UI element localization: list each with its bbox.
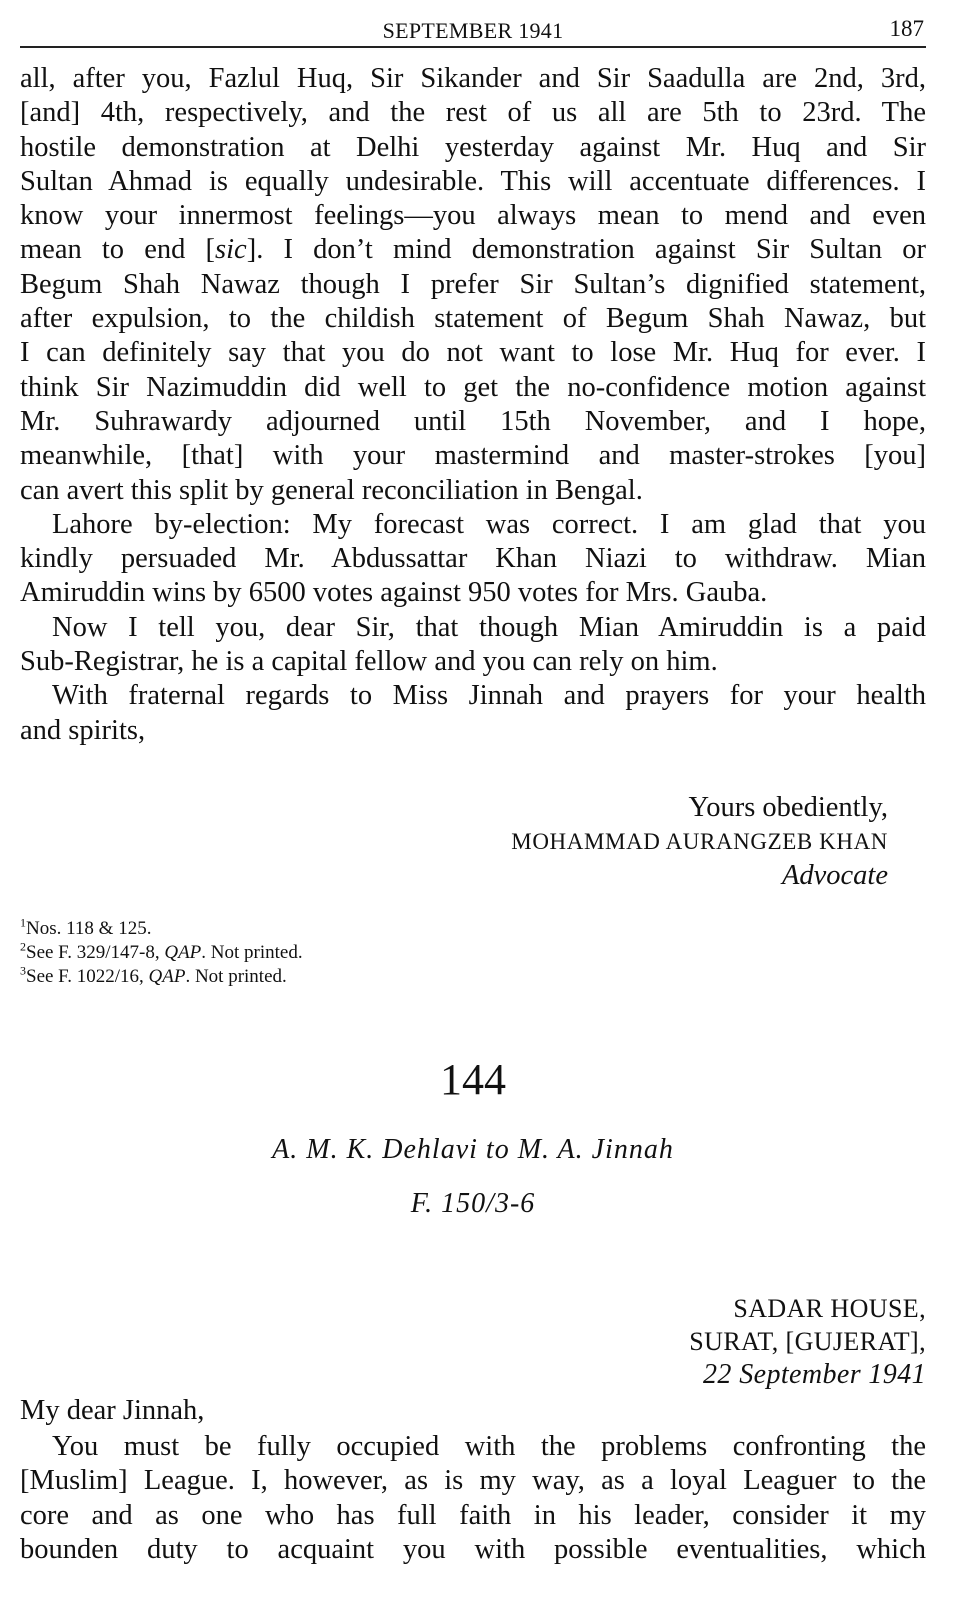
footnote-abbrev: QAP [148, 966, 186, 987]
text-line: think Sir Nazimuddin did well to get the no-confidence motion against [20, 371, 926, 403]
text-line: bounden duty to acquaint you with possible eventualities, which [20, 1533, 926, 1565]
text-line: With fraternal regards to Miss Jinnah and prayers for your health [52, 680, 926, 712]
complimentary-close: Yours obediently, [688, 792, 888, 823]
text-line: You must be fully occupied with the problems confronting the [52, 1431, 926, 1462]
text-line: Sub-Registrar, he is a capital fellow and you can rely on him. [20, 646, 718, 678]
text-line: meanwhile, [that] with your mastermind and master-strokes [you] [20, 440, 926, 472]
text-line [20, 233, 926, 267]
footnote-text: . Not printed. [185, 966, 287, 987]
footnotes [20, 917, 620, 989]
text-line: can avert this split by general reconciliation in Bengal. [20, 474, 643, 506]
text-line: Mr. Suhrawardy adjourned until 15th November, and I hope, [20, 405, 926, 437]
footnote [20, 917, 620, 941]
footnote [20, 965, 620, 989]
text-line: Begum Shah Nawaz though I prefer Sir Sultan’s dignified statement, [20, 268, 926, 300]
footnote-mark: 1 [20, 915, 26, 930]
text-line: all, after you, Fazlul Huq, Sir Sikander and Sir Saadulla are 2nd, 3rd, [20, 63, 926, 94]
address-line: SURAT, [GUJERAT], [689, 1327, 926, 1356]
letter-date: 22 September 1941 [703, 1359, 926, 1390]
footnote-text: Nos. 118 & 125. [26, 918, 152, 939]
text-line: [Muslim] League. I, however, as is my way, as a loyal Leaguer to the [20, 1465, 926, 1497]
designation: Advocate [781, 860, 888, 891]
document-title: A. M. K. Dehlavi to M. A. Jinnah [272, 1134, 674, 1165]
text-line: know your innermost feelings—you always mean to mend and even [20, 200, 926, 232]
footnote-text: See F. 329/147-8, [26, 942, 165, 963]
document-reference: F. 150/3-6 [410, 1188, 536, 1219]
text-line: [and] 4th, respectively, and the rest of us all are 5th to 23rd. The [20, 97, 926, 129]
text-line: Sultan Ahmad is equally undesirable. This will accentuate differences. I [20, 165, 926, 197]
footnote [20, 941, 620, 965]
footnote-text: . Not printed. [201, 942, 303, 963]
text-line: and spirits, [20, 714, 146, 746]
text-segment: ]. I don’t mind demonstration against Sir Sultan or [246, 234, 926, 266]
text-line: hostile demonstration at Delhi yesterday against Mr. Huq and Sir [20, 131, 926, 163]
footnote-abbrev: QAP [164, 942, 202, 963]
text-line: Lahore by-election: My forecast was correct. I am glad that you [52, 508, 926, 540]
text-line: Now I tell you, dear Sir, that though Mian Amiruddin is a paid [52, 611, 926, 643]
footnote-mark: 3 [20, 963, 26, 978]
text-line: I can definitely say that you do not want to lose Mr. Huq for ever. I [20, 337, 926, 369]
footnote-mark: 2 [20, 939, 26, 954]
text-segment: mean to end [ [20, 234, 216, 266]
letter-143-body [20, 62, 926, 748]
sic-italic: sic [215, 234, 247, 266]
salutation: My dear Jinnah, [20, 1395, 205, 1426]
footnote-text: See F. 1022/16, [26, 966, 149, 987]
text-line: Amiruddin wins by 6500 votes against 950 votes for Mrs. Gauba. [20, 577, 768, 609]
running-title: SEPTEMBER 1941 [382, 18, 564, 43]
document-number: 144 [440, 1055, 506, 1104]
sender-address [20, 1292, 926, 1391]
page-number: 187 [889, 16, 924, 41]
letter-144-body [20, 1430, 926, 1567]
text-line: kindly persuaded Mr. Abdussattar Khan Niazi to withdraw. Mian [20, 543, 926, 575]
text-line: after expulsion, to the childish statement of Begum Shah Nawaz, but [20, 303, 926, 335]
signature: MOHAMMAD AURANGZEB KHAN [511, 829, 888, 854]
running-header [20, 10, 926, 48]
address-line: SADAR HOUSE, [733, 1294, 926, 1323]
letter-143-closing [20, 791, 888, 893]
text-line: core and as one who has full faith in his leader, consider it my [20, 1499, 926, 1531]
